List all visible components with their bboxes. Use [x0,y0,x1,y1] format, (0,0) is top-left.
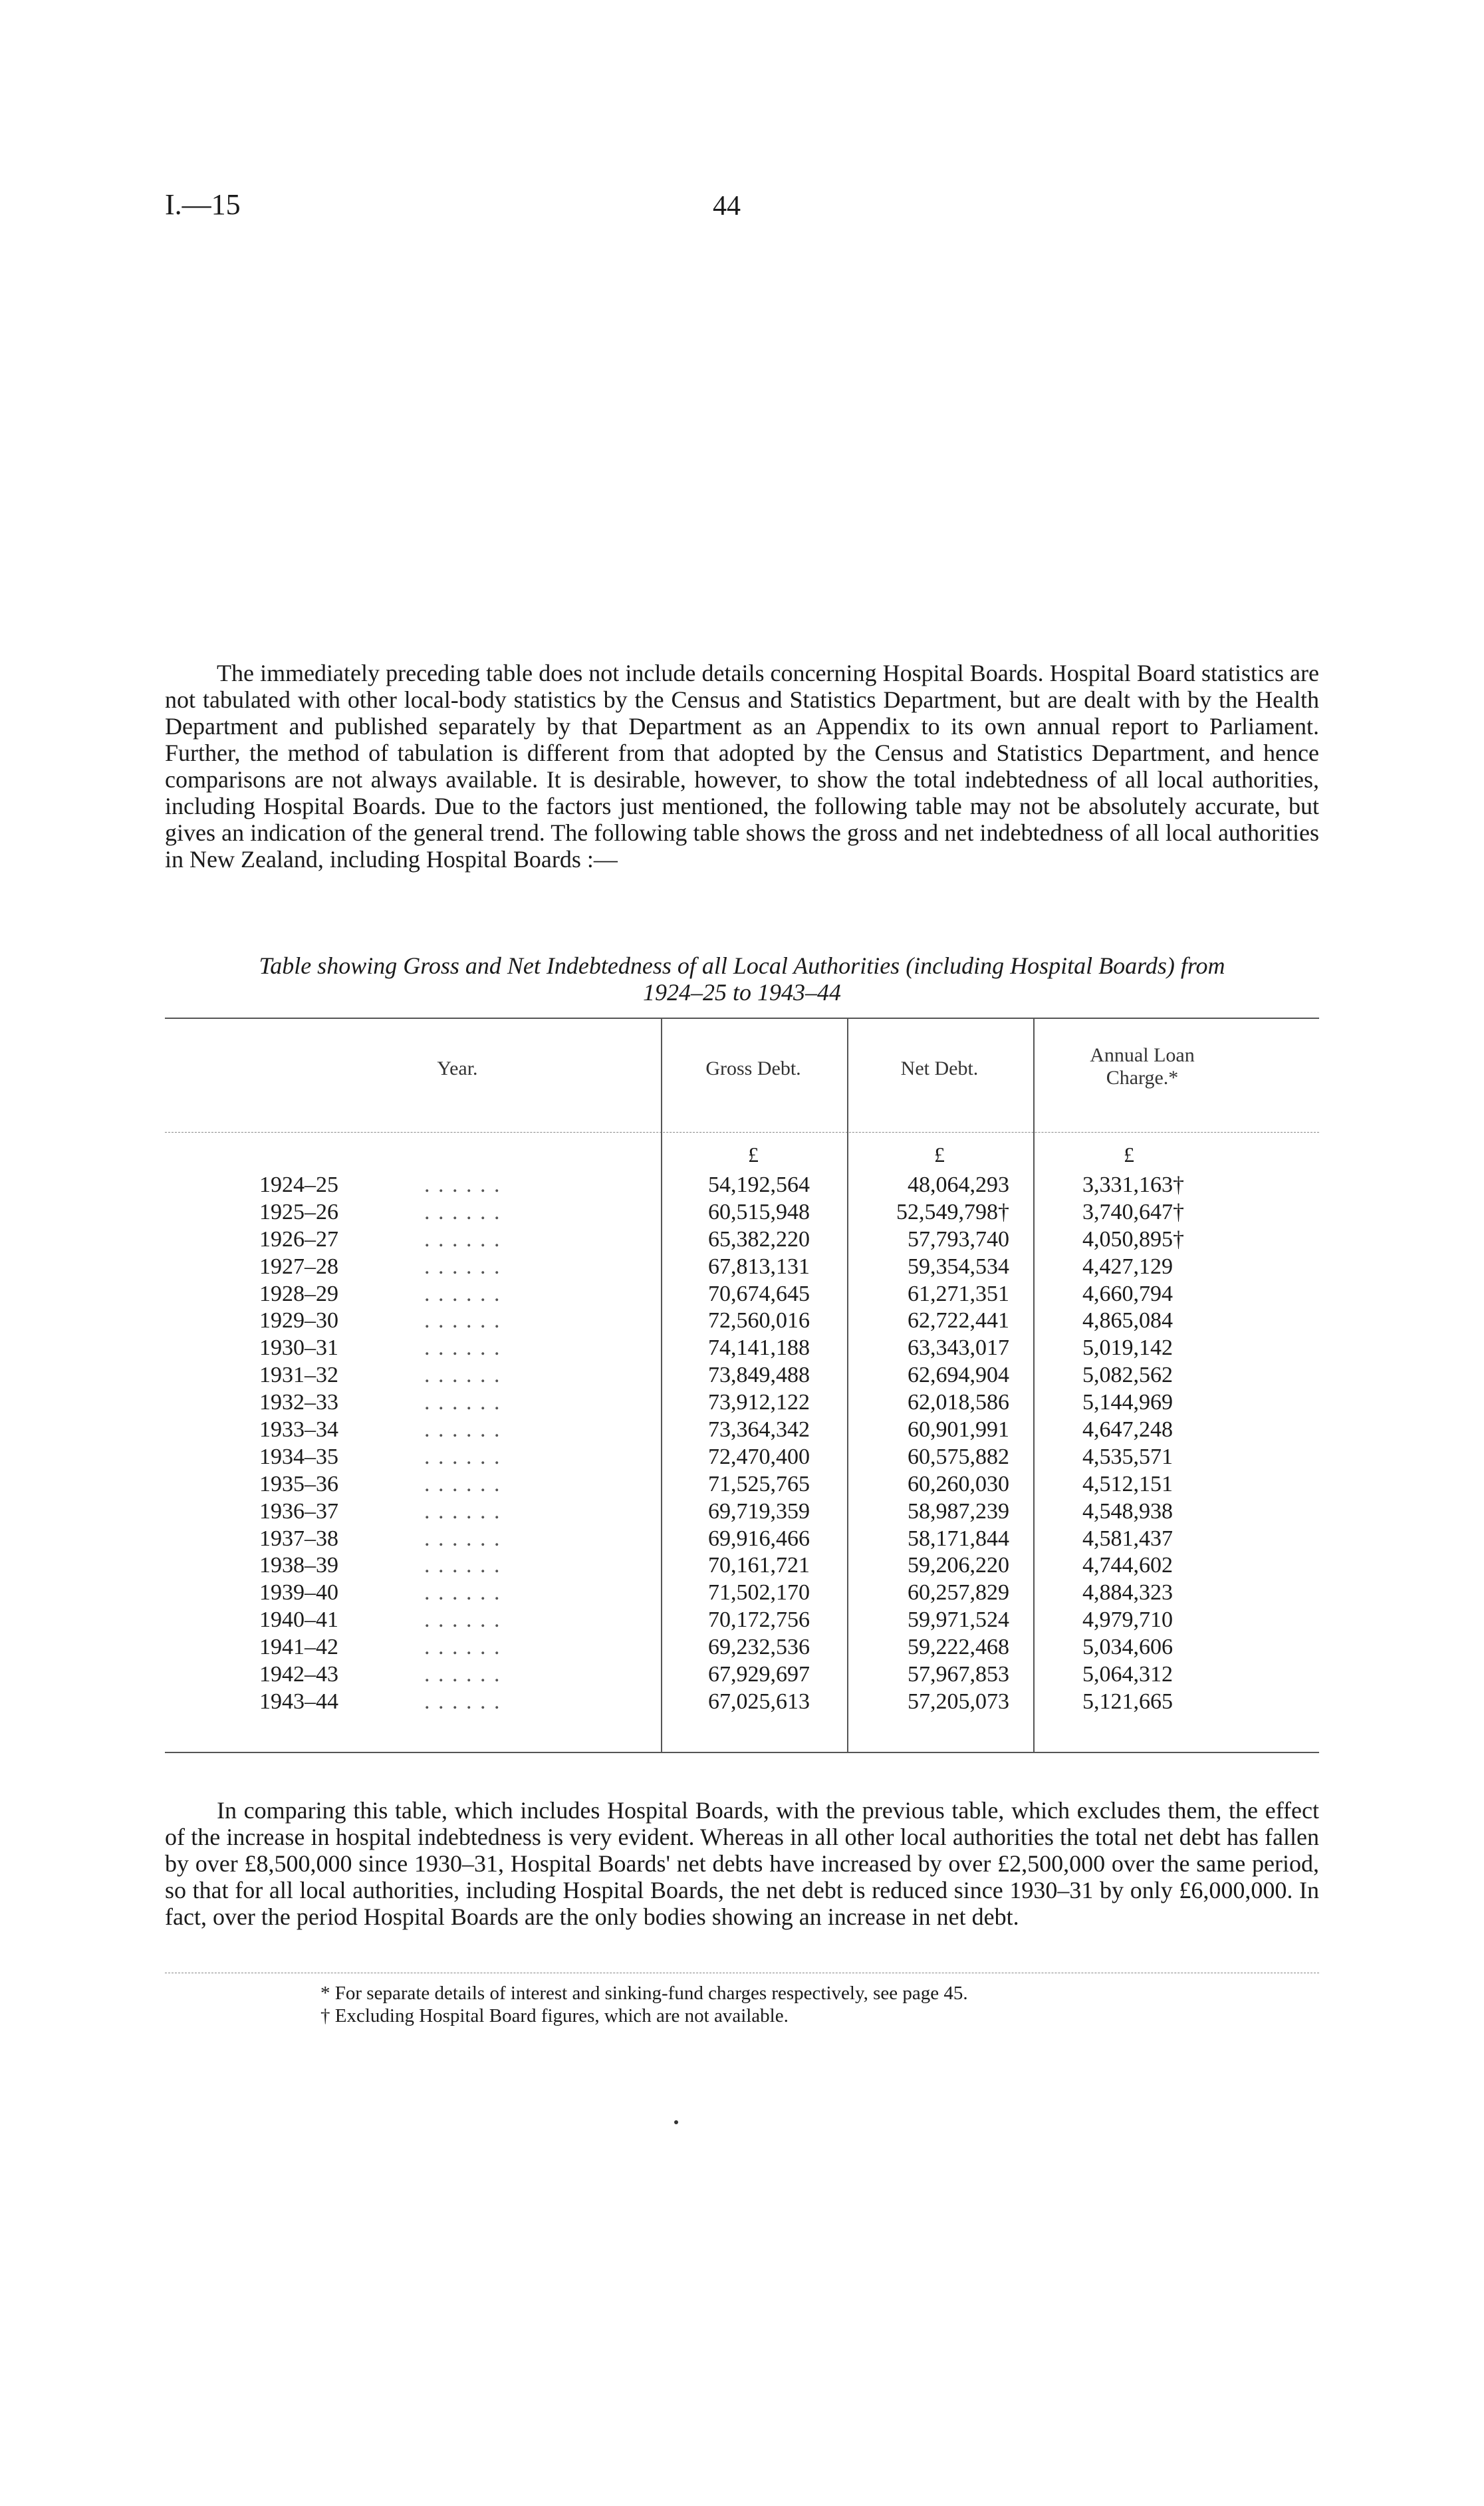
loan-charge-cell: 4,548,938 [1082,1498,1173,1524]
year-cell: 1940–41 [259,1607,338,1633]
net-debt-cell: 60,575,882 [908,1444,1009,1469]
table-row [165,1362,1319,1389]
leader-dots: . . . . . . [424,1635,501,1660]
leader-dots: . . . . . . [424,1281,501,1306]
header-gross-debt: Gross Debt. [705,1057,801,1079]
net-debt-cell: 58,987,239 [908,1498,1009,1524]
loan-charge-cell: 4,647,248 [1082,1417,1173,1443]
table-row [165,1526,1319,1553]
table-row [165,1634,1319,1661]
loan-charge-cell: 4,865,084 [1082,1308,1173,1333]
year-cell: 1931–32 [259,1363,338,1388]
year-cell: 1933–34 [259,1417,338,1443]
net-debt-cell: 59,354,534 [908,1254,1009,1279]
gross-debt-cell: 72,470,400 [708,1444,810,1469]
loan-charge-cell: 5,082,562 [1082,1363,1173,1388]
table-row [165,1471,1319,1498]
intro-paragraph: The immediately preceding table does not include details concerning Hospital Boards. Hospital Board statistics are not tabulated with other local-body statistics by the Census and Statistics Department, but are dealt with by the Health Department and published separately by that Department as an Appendix to its own annual report to Parliament. Further, the method of tabulation is different from that adopted by the Census and Statistics Department, and hence comparisons are not always available. It is desirable, however, to show the total indebtedness of all local authorities, including Hospital Boards. Due to the factors just mentioned, the following table may not be absolutely accurate, but gives an indication of the general trend. The following table shows the gross and net indebtedness of all local authorities in New Zealand, including Hospital Boards :— [165,660,1319,873]
table-title-line-2: 1924–25 to 1943–44 [642,979,841,1006]
header-annual-loan-charge [1043,1044,1242,1089]
loan-charge-cell: 5,034,606 [1082,1635,1173,1660]
loan-charge-cell: 4,050,895† [1082,1226,1184,1252]
header-loan-line-1: Annual Loan [1090,1044,1195,1066]
leader-dots: . . . . . . [424,1335,501,1361]
gross-debt-cell: 67,929,697 [708,1662,810,1687]
gross-debt-cell: 70,674,645 [708,1281,810,1306]
table-row [165,1254,1319,1281]
year-cell: 1939–40 [259,1580,338,1605]
gross-debt-cell: 60,515,948 [708,1199,810,1224]
net-debt-cell: 62,722,441 [908,1308,1009,1333]
leader-dots: . . . . . . [424,1254,501,1279]
table-row [165,1498,1319,1526]
year-cell: 1942–43 [259,1662,338,1687]
table-row [165,1226,1319,1254]
footnotes [320,1982,968,2027]
net-debt-cell: 57,967,853 [908,1662,1009,1687]
year-cell: 1925–26 [259,1199,338,1224]
net-debt-cell: 63,343,017 [908,1335,1009,1361]
scan-speck [674,2120,678,2124]
unit-loan: £ [1124,1143,1134,1167]
gross-debt-cell: 69,232,536 [708,1635,810,1660]
leader-dots: . . . . . . [424,1471,501,1496]
table-row [165,1607,1319,1634]
table-row [165,1172,1319,1199]
loan-charge-cell: 4,979,710 [1082,1607,1173,1633]
leader-dots: . . . . . . [424,1390,501,1415]
loan-charge-cell: 4,660,794 [1082,1281,1173,1306]
year-cell: 1932–33 [259,1390,338,1415]
table-row [165,1580,1319,1607]
net-debt-cell: 62,694,904 [908,1363,1009,1388]
year-cell: 1936–37 [259,1498,338,1524]
table-row [165,1389,1319,1417]
header-loan-line-2: Charge.* [1106,1067,1179,1089]
net-debt-cell: 61,271,351 [908,1281,1009,1306]
table-row [165,1689,1319,1716]
footnote-asterisk: * For separate details of interest and sinking-fund charges respectively, see page 45. [320,1983,968,2004]
footnote-dagger: † Excluding Hospital Board figures, which are not available. [320,2005,789,2026]
table-bottom-rule [165,1752,1319,1753]
gross-debt-cell: 69,719,359 [708,1498,810,1524]
table-row [165,1281,1319,1308]
net-debt-cell: 62,018,586 [908,1390,1009,1415]
gross-debt-cell: 70,172,756 [708,1607,810,1633]
leader-dots: . . . . . . [424,1199,501,1224]
gross-debt-cell: 67,813,131 [708,1254,810,1279]
gross-debt-cell: 54,192,564 [708,1173,810,1197]
loan-charge-cell: 4,581,437 [1082,1526,1173,1551]
net-debt-cell: 59,971,524 [908,1607,1009,1633]
gross-debt-cell: 72,560,016 [708,1308,810,1333]
net-debt-cell: 60,260,030 [908,1471,1009,1496]
gross-debt-cell: 69,916,466 [708,1526,810,1551]
year-cell: 1943–44 [259,1689,338,1714]
table-top-rule [165,1018,1319,1019]
net-debt-cell: 60,257,829 [908,1580,1009,1605]
leader-dots: . . . . . . [424,1689,501,1714]
year-cell: 1929–30 [259,1308,338,1333]
loan-charge-cell: 5,144,969 [1082,1390,1173,1415]
year-cell: 1941–42 [259,1635,338,1660]
table-body [165,1172,1319,1716]
net-debt-cell: 52,549,798† [896,1199,1009,1224]
leader-dots: . . . . . . [424,1308,501,1333]
leader-dots: . . . . . . [424,1553,501,1578]
net-debt-cell: 57,205,073 [908,1689,1009,1714]
net-debt-cell: 59,206,220 [908,1553,1009,1578]
page-number: 44 [713,191,741,221]
closing-paragraph: In comparing this table, which includes Hospital Boards, with the previous table, which excludes them, the effect of the increase in hospital indebtedness is very evident. Whereas in all other local authorities the total net debt has fallen by over £8,500,000 since 1930–31, Hospital Boards' net debts have increased by over £2,500,000 over the same period, so that for all local authorities, including Hospital Boards, the net debt is reduced since 1930–31 by only £6,000,000. In fact, over the period Hospital Boards are the only bodies showing an increase in net debt. [165,1797,1319,1930]
gross-debt-cell: 73,912,122 [708,1390,810,1415]
table-row [165,1552,1319,1580]
leader-dots: . . . . . . [424,1580,501,1605]
page-reference: I.—15 [165,188,241,221]
table-title-line-1: Table showing Gross and Net Indebtedness of all Local Authorities (including Hospital Boards) from [259,952,1225,979]
gross-debt-cell: 71,525,765 [708,1471,810,1496]
gross-debt-cell: 70,161,721 [708,1553,810,1578]
loan-charge-cell: 4,744,602 [1082,1553,1173,1578]
year-cell: 1927–28 [259,1254,338,1279]
year-cell: 1926–27 [259,1226,338,1252]
gross-debt-cell: 73,364,342 [708,1417,810,1443]
net-debt-cell: 59,222,468 [908,1635,1009,1660]
gross-debt-cell: 73,849,488 [708,1363,810,1388]
table-row [165,1199,1319,1226]
gross-debt-cell: 67,025,613 [708,1689,810,1714]
leader-dots: . . . . . . [424,1526,501,1551]
loan-charge-cell: 4,512,151 [1082,1471,1173,1496]
gross-debt-cell: 74,141,188 [708,1335,810,1361]
table-row [165,1444,1319,1471]
year-cell: 1928–29 [259,1281,338,1306]
leader-dots: . . . . . . [424,1363,501,1388]
gross-debt-cell: 71,502,170 [708,1580,810,1605]
unit-net: £ [934,1143,945,1167]
header-net-debt: Net Debt. [900,1057,979,1079]
table-row [165,1308,1319,1335]
loan-charge-cell: 5,121,665 [1082,1689,1173,1714]
leader-dots: . . . . . . [424,1417,501,1443]
leader-dots: . . . . . . [424,1498,501,1524]
year-cell: 1934–35 [259,1444,338,1469]
table-header-rule [165,1132,1319,1133]
loan-charge-cell: 3,331,163† [1082,1173,1184,1197]
table-title [165,952,1319,1006]
indebtedness-table [165,1018,1319,1756]
net-debt-cell: 58,171,844 [908,1526,1009,1551]
loan-charge-cell: 4,535,571 [1082,1444,1173,1469]
header-year: Year. [437,1057,478,1079]
year-cell: 1938–39 [259,1553,338,1578]
net-debt-cell: 60,901,991 [908,1417,1009,1443]
year-cell: 1937–38 [259,1526,338,1551]
table-row [165,1661,1319,1689]
loan-charge-cell: 3,740,647† [1082,1199,1184,1224]
loan-charge-cell: 4,884,323 [1082,1580,1173,1605]
year-cell: 1924–25 [259,1173,338,1197]
gross-debt-cell: 65,382,220 [708,1226,810,1252]
net-debt-cell: 48,064,293 [908,1173,1009,1197]
leader-dots: . . . . . . [424,1226,501,1252]
unit-gross: £ [748,1143,759,1167]
net-debt-cell: 57,793,740 [908,1226,1009,1252]
loan-charge-cell: 5,019,142 [1082,1335,1173,1361]
loan-charge-cell: 4,427,129 [1082,1254,1173,1279]
leader-dots: . . . . . . [424,1444,501,1469]
leader-dots: . . . . . . [424,1607,501,1633]
year-cell: 1930–31 [259,1335,338,1361]
leader-dots: . . . . . . [424,1173,501,1197]
leader-dots: . . . . . . [424,1662,501,1687]
table-row [165,1417,1319,1444]
year-cell: 1935–36 [259,1471,338,1496]
table-row [165,1335,1319,1362]
loan-charge-cell: 5,064,312 [1082,1662,1173,1687]
